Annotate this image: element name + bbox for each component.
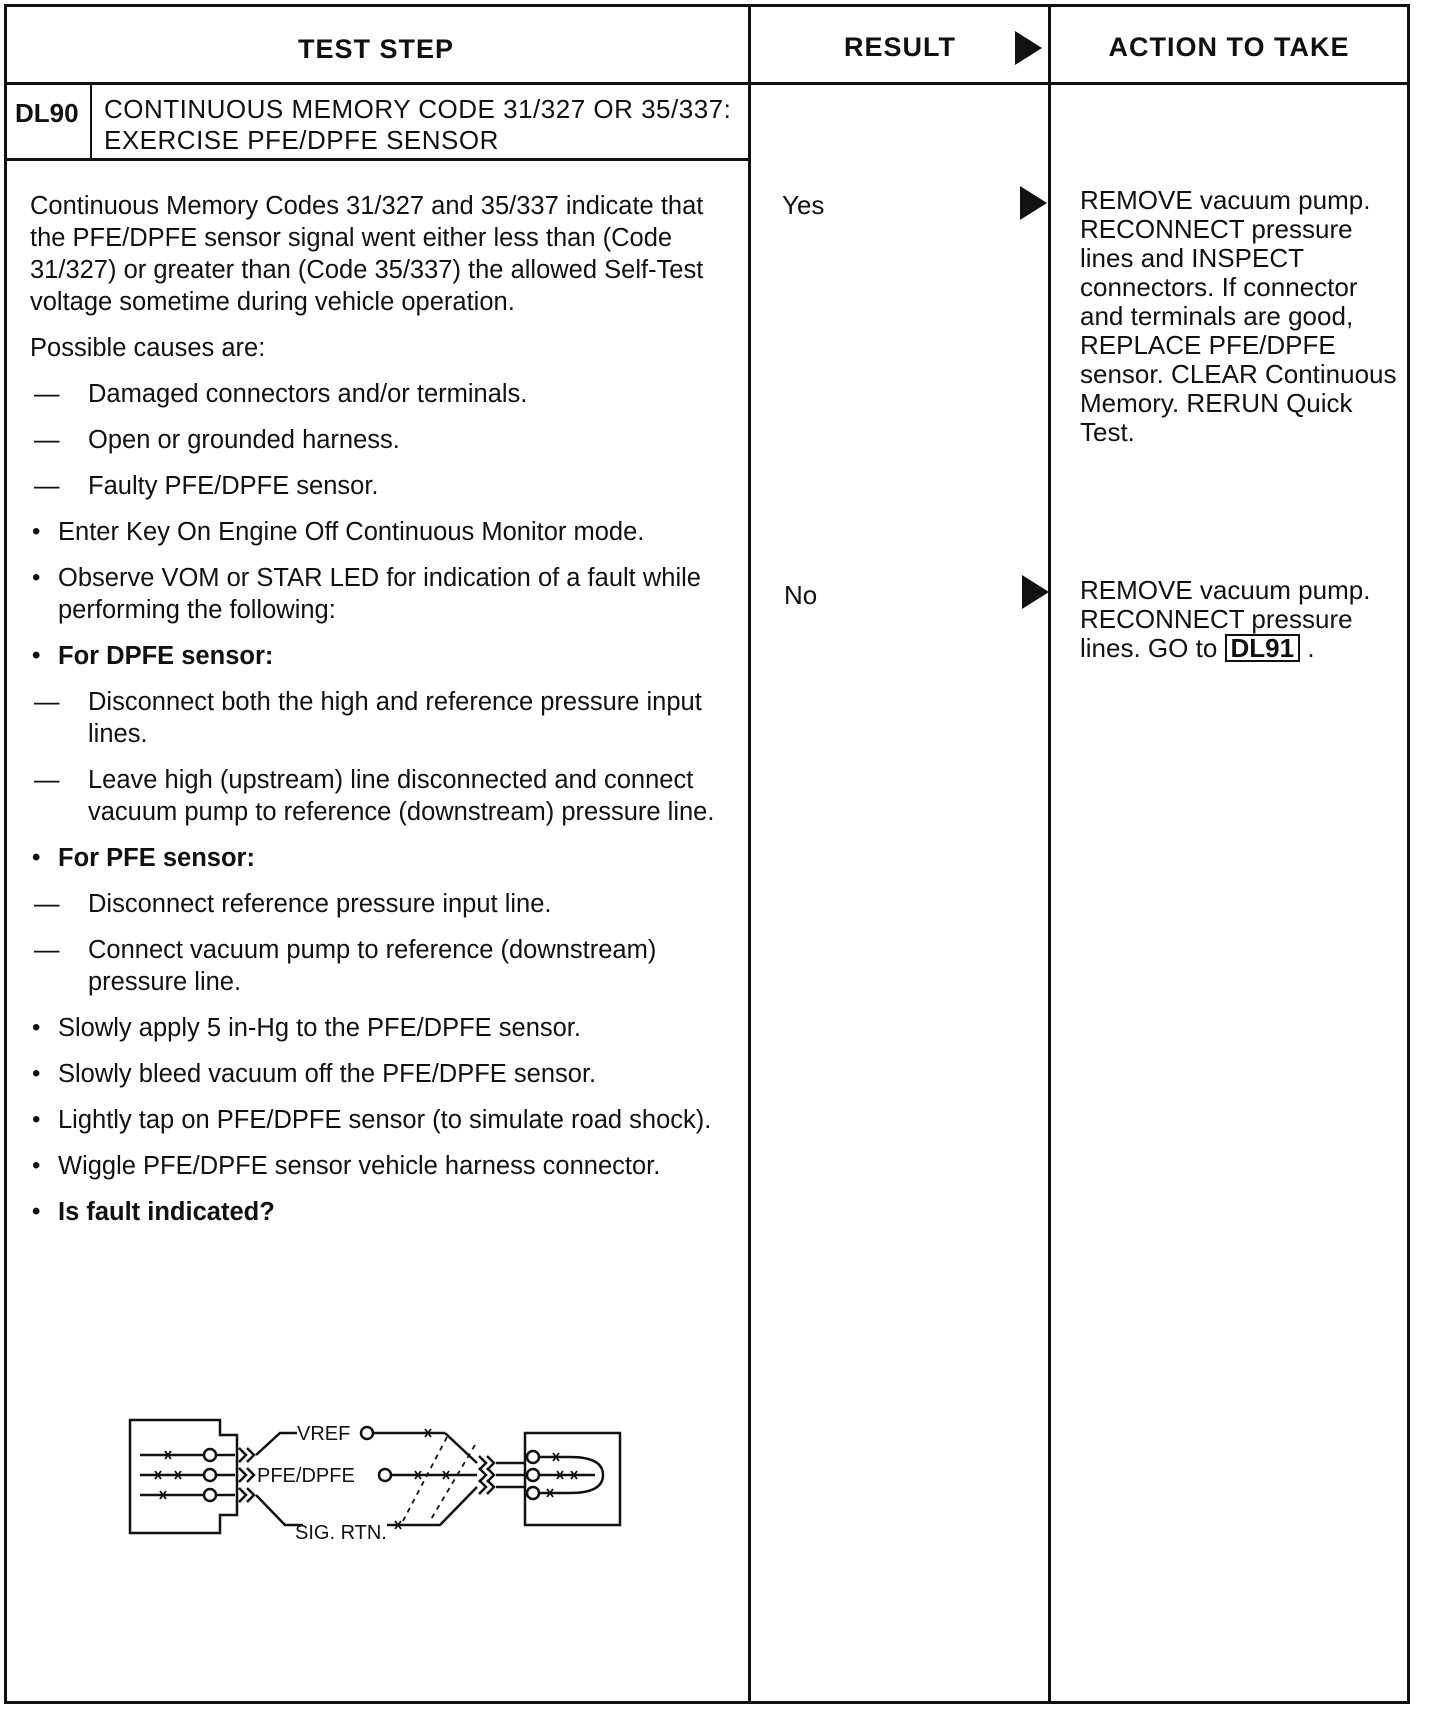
intro-paragraph: Continuous Memory Codes 31/327 and 35/337 indicate that the PFE/DPFE sensor signal went either less than (Code 31/327) or greater than (Code 35/337) the allowed Self-Test voltage sometime during vehicle operation. — [30, 192, 704, 316]
yes-arrow-icon — [1020, 186, 1047, 220]
vref-wire — [256, 1433, 297, 1455]
cause-item: — Faulty PFE/DPFE sensor. — [34, 472, 379, 500]
header-action: ACTION TO TAKE — [1108, 32, 1350, 62]
harness-connector-outline — [130, 1420, 237, 1533]
step-reference-link[interactable]: DL91 — [1225, 634, 1301, 662]
dpfe-step: — Disconnect both the high and reference pressure input lines. — [34, 688, 702, 748]
bullet-marker: • — [32, 1014, 41, 1041]
question: • Is fault indicated? — [32, 1198, 275, 1226]
dash-marker: — — [34, 688, 60, 716]
pfe-step: — Connect vacuum pump to reference (downstream) pressure line. — [34, 936, 657, 996]
final-step: • Slowly bleed vacuum off the PFE/DPFE sensor. — [32, 1060, 597, 1088]
action-no-suffix: . — [1307, 633, 1315, 663]
instruction-item: • Enter Key On Engine Off Continuous Monitor mode. — [32, 518, 645, 546]
bullet-marker: • — [32, 518, 41, 545]
bullet-marker: • — [32, 1106, 41, 1133]
causes-heading: Possible causes are: — [30, 334, 266, 362]
sensor-connector-outline — [525, 1433, 620, 1525]
dash-marker: — — [34, 426, 60, 454]
signal-return-wire — [256, 1495, 303, 1525]
header-divider — [4, 82, 1410, 85]
result-no: No — [784, 580, 818, 610]
no-arrow-icon — [1022, 575, 1049, 609]
final-step: • Lightly tap on PFE/DPFE sensor (to simulate road shock). — [32, 1106, 712, 1134]
dash-marker: — — [34, 890, 60, 918]
step-title: CONTINUOUS MEMORY CODE 31/327 OR 35/337: EXERCISE PFE/DPFE SENSOR — [104, 94, 732, 155]
action-yes: REMOVE vacuum pump. RECONNECT pressure lines and INSPECT connectors. If connector and terminals are good, REPLACE PFE/DPFE sensor. CLEAR Continuous Memory. RERUN Quick Test. — [1080, 185, 1397, 447]
pfe-step: — Disconnect reference pressure input line. — [34, 890, 552, 918]
step-title-divider — [4, 158, 750, 161]
result-yes: Yes — [782, 190, 825, 220]
header-test-step: TEST STEP — [297, 34, 455, 64]
final-step: • Wiggle PFE/DPFE sensor vehicle harness connector. — [32, 1152, 661, 1180]
bullet-marker: • — [32, 844, 41, 871]
dash-marker: — — [34, 766, 60, 794]
dash-marker: — — [34, 380, 60, 408]
header-arrow-icon — [1015, 31, 1042, 65]
dpfe-step: — Leave high (upstream) line disconnected and connect vacuum pump to reference (downstream) pressure line. — [34, 766, 715, 826]
vref-label: VREF — [297, 1423, 351, 1445]
test-step-body — [30, 190, 730, 1242]
dpfe-heading: • For DPFE sensor: — [32, 642, 274, 670]
bullet-marker: • — [32, 1060, 41, 1087]
bullet-marker: • — [32, 1152, 41, 1179]
wiring-diagram — [125, 1415, 635, 1545]
dash-marker: — — [34, 472, 60, 500]
column-divider-result — [748, 4, 751, 1704]
column-divider-action — [1048, 4, 1051, 1704]
dash-marker: — — [34, 936, 60, 964]
cause-item: — Damaged connectors and/or terminals. — [34, 380, 528, 408]
final-step: • Slowly apply 5 in-Hg to the PFE/DPFE sensor. — [32, 1014, 581, 1042]
instruction-item: • Observe VOM or STAR LED for indication of a fault while performing the following: — [32, 564, 701, 624]
cause-item: — Open or grounded harness. — [34, 426, 400, 454]
bullet-marker: • — [32, 642, 41, 669]
bullet-marker: • — [32, 564, 41, 591]
step-id: DL90 — [15, 98, 79, 128]
sig-rtn-label: SIG. RTN. — [295, 1522, 387, 1544]
action-no-text: REMOVE vacuum pump. RECONNECT pressure lines. GO to — [1080, 575, 1371, 663]
pfe-dpfe-label: PFE/DPFE — [257, 1465, 355, 1487]
bullet-marker: • — [32, 1198, 41, 1225]
pfe-heading: • For PFE sensor: — [32, 844, 255, 872]
header-result: RESULT — [844, 32, 956, 62]
action-no — [1080, 576, 1400, 663]
